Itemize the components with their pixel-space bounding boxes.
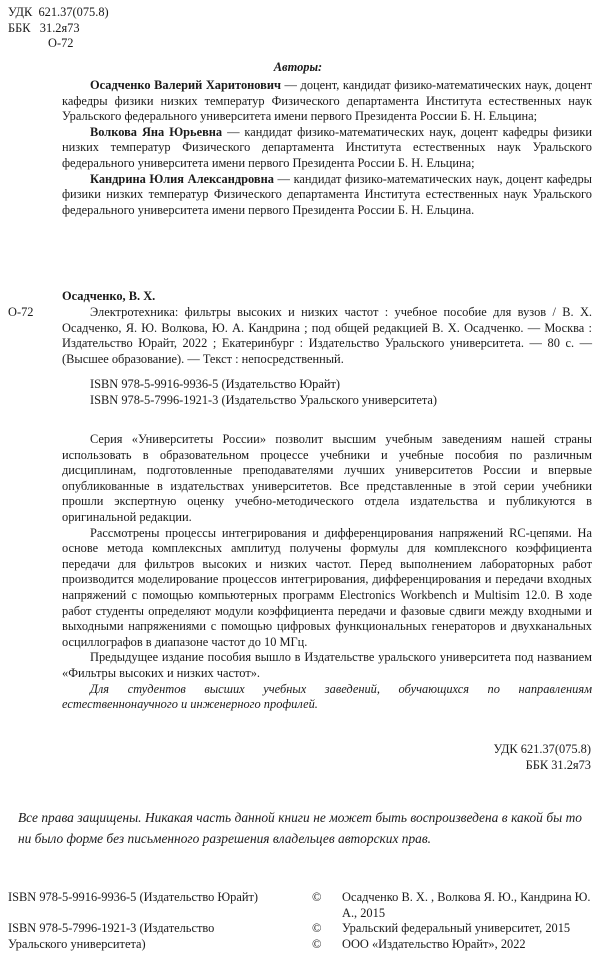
- audience-note: Для студентов высших учебных заведений, обучающихся по направлениям естественнонаучного и инженерного профилей.: [62, 681, 592, 712]
- copyright-line: [312, 890, 597, 921]
- bibliographic-record: [62, 305, 592, 367]
- copyright-holder: Осадченко В. Х. , Волкова Я. Ю., Кандрина Ю. А., 2015: [342, 890, 591, 920]
- annotation-paragraph: Рассмотрены процессы интегрирования и дифференцирования напряжений RC-цепями. На основе метода комплексных амплитуд получены формулы для комплексного коэффициента передачи для фильтров высоких и низких частот. Перед выполнением лабораторных работ производится моделирование процессов интегрирования, дифференцирования и передачи входных напряжений с помощью компьютерных программ Electronics Workbench и Multisim 12.0. В ходе работ студенты определяют модули коэффициента передачи и фазовые сдвиги между входными и выходными напряжениями с помощью цифровых функциональных генераторов и двухканальных осциллографов в диапазоне частот до 10 МГц.: [62, 525, 592, 649]
- author-name: Кандрина Юлия Александровна: [90, 171, 274, 186]
- udk-label: УДК: [8, 5, 33, 19]
- copyright-symbol: ©: [312, 936, 322, 951]
- author-sign: О-72: [48, 36, 74, 51]
- annotation-paragraph: Предыдущее издание пособия вышло в Издательстве уральского университета под названием «Фильтры высоких и низких частот».: [62, 650, 592, 680]
- author-description: — доцент, кандидат физико-математических наук, доцент кафедры физики низких температур Физического департамента Института естественных наук Уральского федерального университета имени первого Президента России Б. Н. Ельцина;: [62, 78, 592, 124]
- isbn-line: ISBN 978-5-7996-1921-3 (Издательство Уральского университета): [90, 392, 438, 407]
- bibliographic-text: Электротехника: фильтры высоких и низких частот : учебное пособие для вузов / В. Х. Осадченко, Я. Ю. Волкова, Ю. А. Кандрина ; под общей редакцией В. Х. Осадченко. — Москва : Издательство Юрайт, 2022 ; Екатеринбург : Издательство Уральского университета. — 80 с. — (Высшее образование). — Текст : непосредственный.: [62, 305, 592, 366]
- udk-bottom: УДК 621.37(075.8): [493, 742, 591, 756]
- main-author: Осадченко, В. Х.: [62, 289, 156, 303]
- bottom-isbn-line: ISBN 978-5-7996-1921-3 (Издательство Уральского университета): [8, 921, 215, 951]
- copyright-holder: Уральский федеральный университет, 2015: [342, 921, 571, 936]
- author-entry: [62, 78, 592, 125]
- annotation-paragraph: Серия «Университеты России» позволит высшим учебным заведениям нашей страны использовать в образовательном процессе учебники и учебные пособия по различным дисциплинам, подготовленные преподавателями лучших университетов России и впервые опубликованные в издательствах университетов. Все представленные в этой серии учебники прошли экспертную оценку учебно-методического отдела издательства и публикуются в оригинальной редакции.: [62, 432, 592, 524]
- isbn-line: ISBN 978-5-9916-9936-5 (Издательство Юрайт): [90, 377, 341, 391]
- author-entry: [62, 125, 592, 172]
- author-name: Волкова Яна Юрьевна: [90, 124, 223, 139]
- udk-value: 621.37(075.8): [38, 5, 109, 19]
- copyright-symbol: ©: [312, 921, 322, 936]
- classification-codes: [8, 5, 128, 52]
- authors-heading: Авторы:: [273, 60, 323, 74]
- annotation: [62, 432, 592, 713]
- author-name: Осадченко Валерий Харитонович: [90, 78, 281, 92]
- copyright-symbol: ©: [312, 890, 322, 904]
- bbk-label: ББК: [8, 20, 31, 35]
- isbn-list: [62, 377, 592, 408]
- copyright-line: [312, 937, 597, 953]
- bbk-bottom: ББК 31.2я73: [525, 757, 591, 772]
- author-sign-left: О-72: [8, 305, 34, 319]
- authors-list: [62, 78, 592, 218]
- copyright-line: [312, 921, 597, 937]
- bottom-isbn-line: ISBN 978-5-9916-9936-5 (Издательство Юрайт): [8, 890, 259, 904]
- bottom-isbn-list: [8, 890, 270, 952]
- classification-bottom: [493, 742, 591, 773]
- bbk-value: 31.2я73: [39, 20, 80, 35]
- rights-notice: Все права защищены. Никакая часть данной книги не может быть воспроизведена в какой бы то ни было форме без письменного разрешения владельцев авторских прав.: [18, 810, 582, 846]
- author-description: — кандидат физико-математических наук, доцент кафедры физики низких температур Физического департамента Института естественных наук Уральского федерального университета имени первого Президента России Б. Н. Ельцина;: [62, 124, 592, 170]
- copyright-holder: ООО «Издательство Юрайт», 2022: [342, 936, 526, 951]
- author-description: — кандидат физико-математических наук, доцент кафедры физики низких температур Физического департамента Института естественных наук Уральского федерального университета имени первого Президента России Б. Н. Ельцина.: [62, 171, 592, 217]
- copyright-list: [312, 890, 597, 952]
- author-entry: [62, 172, 592, 219]
